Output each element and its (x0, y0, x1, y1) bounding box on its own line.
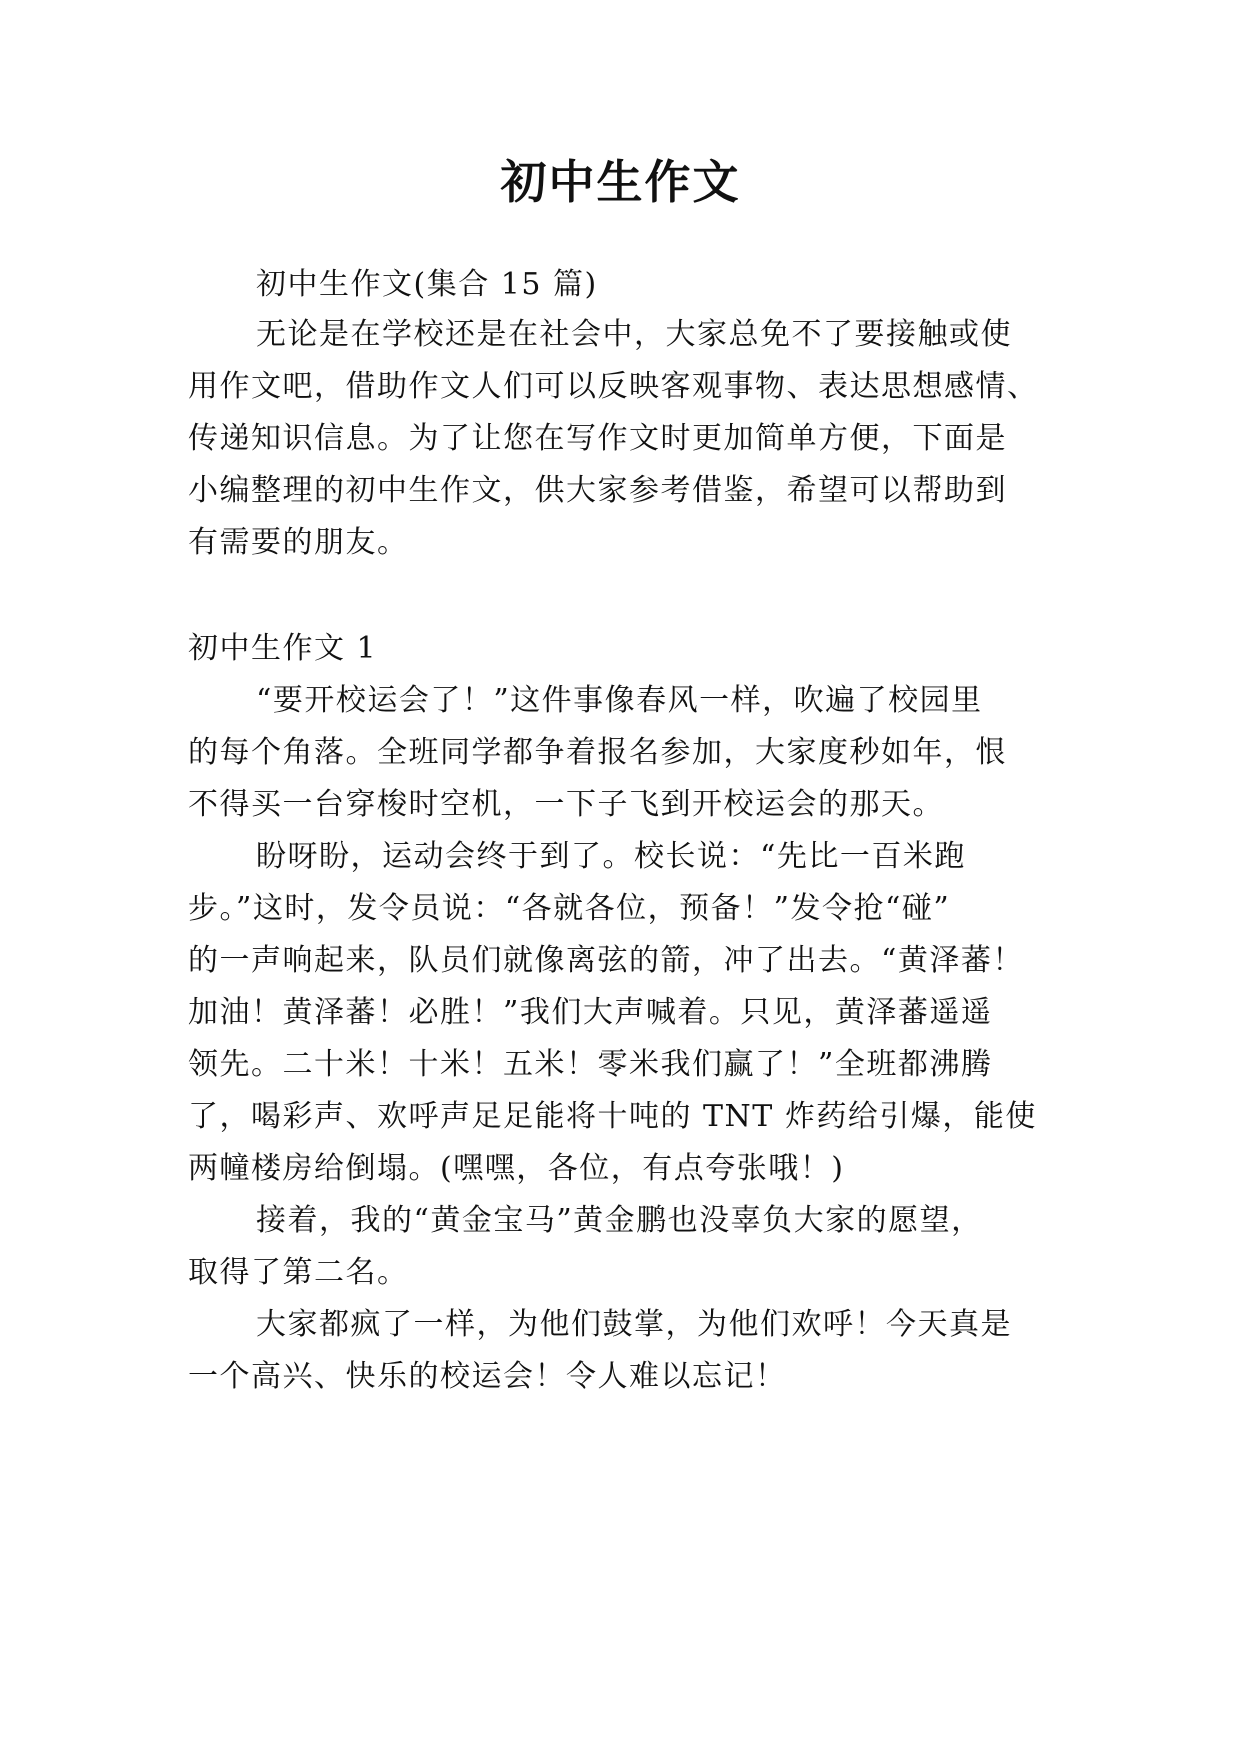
essay-line: 取得了第二名。 (188, 1255, 409, 1290)
essay-line: 两幢楼房给倒塌。(嘿嘿，各位，有点夸张哦！) (188, 1151, 845, 1186)
essay-line: 接着，我的“黄金宝马”黄金鹏也没辜负大家的愿望， (256, 1203, 983, 1238)
essay-line: 了，喝彩声、欢呼声足足能将十吨的 TNT 炸药给引爆，能使 (188, 1099, 1037, 1134)
intro-line: 无论是在学校还是在社会中，大家总免不了要接触或使 (256, 317, 1012, 352)
essay-line: 大家都疯了一样，为他们鼓掌，为他们欢呼！今天真是 (256, 1307, 1012, 1342)
essay-line: 加油！黄泽蕃！必胜！”我们大声喊着。只见，黄泽蕃遥遥 (188, 995, 993, 1030)
collection-subtitle: 初中生作文(集合 15 篇) (256, 267, 598, 302)
essay-line: 的一声响起来，队员们就像离弦的箭，冲了出去。“黄泽蕃！ (188, 943, 1024, 978)
essay-line: 一个高兴、快乐的校运会！令人难以忘记！ (188, 1359, 787, 1394)
intro-line: 有需要的朋友。 (188, 525, 409, 560)
essay-line: 的每个角落。全班同学都争着报名参加，大家度秒如年，恨 (188, 735, 1007, 770)
intro-line: 传递知识信息。为了让您在写作文时更加简单方便，下面是 (188, 421, 1007, 456)
essay-line: 步。”这时，发令员说：“各就各位，预备！”发令抢“碰” (188, 891, 951, 926)
section-heading: 初中生作文 1 (188, 631, 378, 666)
essay-line: 盼呀盼，运动会终于到了。校长说：“先比一百米跑 (256, 839, 966, 874)
document-title: 初中生作文 (500, 155, 741, 209)
essay-line: 领先。二十米！十米！五米！零米我们赢了！”全班都沸腾 (188, 1047, 993, 1082)
essay-line: 不得买一台穿梭时空机，一下子飞到开校运会的那天。 (188, 787, 944, 822)
intro-line: 用作文吧，借助作文人们可以反映客观事物、表达思想感情、 (188, 369, 1039, 404)
essay-line: “要开校运会了！”这件事像春风一样，吹遍了校园里 (256, 683, 983, 718)
intro-line: 小编整理的初中生作文，供大家参考借鉴，希望可以帮助到 (188, 473, 1007, 508)
